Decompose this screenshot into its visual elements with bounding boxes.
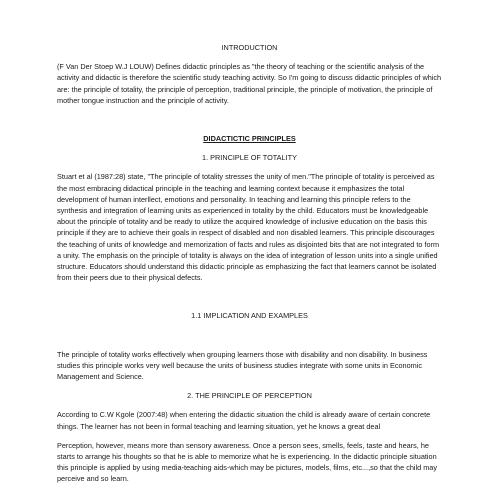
implication-title: 1.1 IMPLICATION AND EXAMPLES [191, 311, 308, 321]
spacer [57, 382, 442, 390]
principle-of-perception-title: 2. THE PRINCIPLE OF PERCEPTION [187, 391, 312, 401]
spacer [57, 53, 442, 61]
spacer [57, 106, 442, 133]
spacer [57, 432, 442, 440]
principle-of-perception-paragraph-1: According to C.W Kgole (2007:48) when entering the didactic situation the child is already aware of certain concrete things. The learner has not been in formal teaching and learning situation, yet he knows a great deal [57, 410, 431, 431]
didactic-principles-title: DIDACTICTIC PRINCIPLES [203, 134, 296, 144]
document-page [57, 42, 442, 485]
spacer [57, 283, 442, 310]
principle-of-totality-paragraph: Stuart et al (1987:28) state, "The principle of totality stresses the unity of men."The principle of totality is perceived as the most embracing didactical principle in the teaching and learning context because it emphasizes the total development of human interllect, emotions and personality. In teaching and learning this principle refers to the synthesis and integration of learning units as experienced in totality by the child. Educators must be knowledgeable about the principle of totality and be ready to utilize the acquired knowledge of inclusive education on the basis this principle if they are to achieve their goals in respect of disabled and non disabled learners. This principle discourages the teaching of units of knowledge and memorization of facts and rules as disjointed bits that are not integrated to form a unity. The emphasis on the principle of totality is always on the idea of integration of lesson units into a single unified structure. Educators should understand this didactic principle as emphasizing the fact that learners cannot be isolated from their peers due to their physical defects. [57, 172, 440, 283]
principle-of-totality-title: 1. PRINCIPLE OF TOTALITY [202, 153, 297, 163]
principle-of-perception-paragraph-2: Perception, however, means more than sensory awareness. Once a person sees, smells, feels, taste and hears, he starts to arrange his thoughts so that he is able to memorize what he is experiencing. In the didactic principle situation this principle is applied by using media-teaching aids-which may be pictures, models, films, etc...,so that the child may perceive and so learn. [57, 440, 438, 484]
spacer [57, 163, 442, 171]
spacer [57, 401, 442, 409]
introduction-paragraph: (F Van Der Stoep W.J LOUW) Defines didactic principles as "the theory of teaching or the scientific analysis of the activity and didactic is therefore the scientific study teaching activity. So I'm going to discuss didactic principles of which are: the principle of totality, the principle of perception, traditional principle, the principle of motivation, the principle of mother tongue instruction and the principle of activity. [57, 62, 442, 105]
implication-paragraph: The principle of totality works effectively when grouping learners those with disability and non disability. In business studies this principle works very well because the units of business studies integrate with some units in Economic Management and Science. [57, 349, 428, 382]
spacer [57, 144, 442, 152]
spacer [57, 322, 442, 349]
introduction-title: INTRODUCTION [221, 43, 278, 52]
